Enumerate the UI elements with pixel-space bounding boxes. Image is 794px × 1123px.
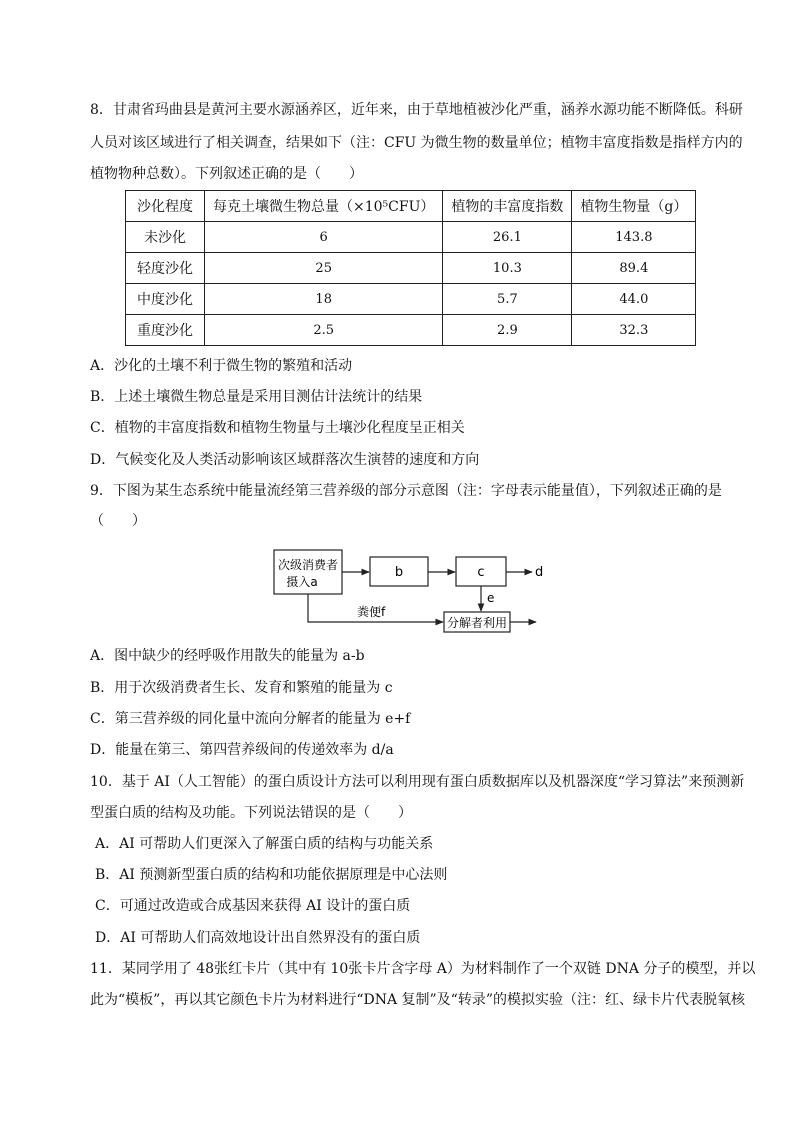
table-header-cell: 植物生物量（g） [572, 191, 696, 222]
table-row [126, 315, 696, 346]
table-header-cell: 沙化程度 [126, 191, 205, 222]
table-cell: 5.7 [443, 284, 572, 315]
decomposer-label: 分解者利用 [446, 616, 508, 630]
q11-stem-line-1: 11．某同学用了 48张红卡片（其中有 10张卡片含字母 A）为材料制作了一个双链 DNA 分子的模型，并以 [90, 961, 756, 977]
table-cell: 2.5 [205, 315, 443, 346]
table-cell: 26.1 [443, 222, 572, 253]
table-cell: 轻度沙化 [126, 253, 205, 284]
q8-option-b: B．上述土壤微生物总量是采用目测估计法统计的结果 [90, 389, 423, 405]
box-b-label: b [394, 565, 404, 580]
q9-option-a: A．图中缺少的经呼吸作用散失的能量为 a-b [90, 648, 365, 664]
table-cell: 25 [205, 253, 443, 284]
q8-stem-line-1: 8．甘肃省玛曲县是黄河主要水源涵养区，近年来，由于草地植被沙化严重，涵养水源功能不断降低。科研 [90, 102, 743, 118]
table-cell: 89.4 [572, 253, 696, 284]
q10-option-a: A．AI 可帮助人们更深入了解蛋白质的结构与功能关系 [95, 836, 434, 852]
q8-stem-line-2: 人员对该区域进行了相关调查，结果如下（注：CFU 为微生物的数量单位；植物丰富度指数是指样方内的 [90, 135, 743, 151]
consumer-intake-label-1: 次级消费者 [277, 558, 339, 572]
table-cell: 143.8 [572, 222, 696, 253]
q11-stem-line-2: 此为“模板”，再以其它颜色卡片为材料进行“DNA 复制”及“转录”的模拟实验（注：红、绿卡片代表脱氧核 [90, 992, 745, 1008]
q9-option-d: D．能量在第三、第四营养级间的传递效率为 d/a [90, 742, 394, 758]
table-cell: 中度沙化 [126, 284, 205, 315]
table-cell: 10.3 [443, 253, 572, 284]
box-c-label: c [477, 565, 485, 580]
table-header-row [126, 191, 696, 222]
q9-stem-line-1: 9．下图为某生态系统中能量流经第三营养级的部分示意图（注：字母表示能量值），下列叙述正确的是 [90, 483, 722, 499]
q8-data-table [125, 190, 696, 346]
table-cell: 18 [205, 284, 443, 315]
label-feces-f: 粪便f [357, 605, 386, 619]
table-cell: 重度沙化 [126, 315, 205, 346]
q10-option-b: B．AI 预测新型蛋白质的结构和功能依据原理是中心法则 [95, 867, 448, 883]
label-e: e [487, 591, 495, 605]
q8-option-d: D．气候变化及人类活动影响该区域群落次生演替的速度和方向 [90, 452, 480, 468]
q10-stem-line-1: 10．基于 AI（人工智能）的蛋白质设计方法可以利用现有蛋白质数据库以及机器深度“学习算法”来预测新 [90, 774, 745, 790]
table-row [126, 284, 696, 315]
q8-stem-line-3: 植物物种总数）。下列叙述正确的是（ ） [90, 166, 363, 182]
table-cell: 32.3 [572, 315, 696, 346]
label-d: d [535, 565, 544, 580]
q9-option-c: C．第三营养级的同化量中流向分解者的能量为 e+f [90, 711, 411, 727]
table-cell: 未沙化 [126, 222, 205, 253]
q8-option-a: A．沙化的土壤不利于微生物的繁殖和活动 [90, 358, 353, 374]
table-row [126, 253, 696, 284]
q10-option-d: D．AI 可帮助人们高效地设计出自然界没有的蛋白质 [95, 930, 421, 946]
table-row [126, 222, 696, 253]
consumer-intake-label-2: 摄入a [286, 575, 318, 589]
table-cell: 6 [205, 222, 443, 253]
energy-flow-diagram [260, 545, 560, 640]
table-header-cell: 植物的丰富度指数 [443, 191, 572, 222]
q9-stem-line-2: （ ） [90, 513, 146, 529]
q8-option-c: C．植物的丰富度指数和植物生物量与土壤沙化程度呈正相关 [90, 420, 465, 436]
q10-stem-line-2: 型蛋白质的结构及功能。下列说法错误的是（ ） [90, 805, 412, 821]
table-cell: 44.0 [572, 284, 696, 315]
q9-option-b: B．用于次级消费者生长、发育和繁殖的能量为 c [90, 680, 393, 696]
q10-option-c: C．可通过改造或合成基因来获得 AI 设计的蛋白质 [95, 898, 411, 914]
table-header-cell: 每克土壤微生物总量（×10⁵CFU） [205, 191, 443, 222]
table-cell: 2.9 [443, 315, 572, 346]
